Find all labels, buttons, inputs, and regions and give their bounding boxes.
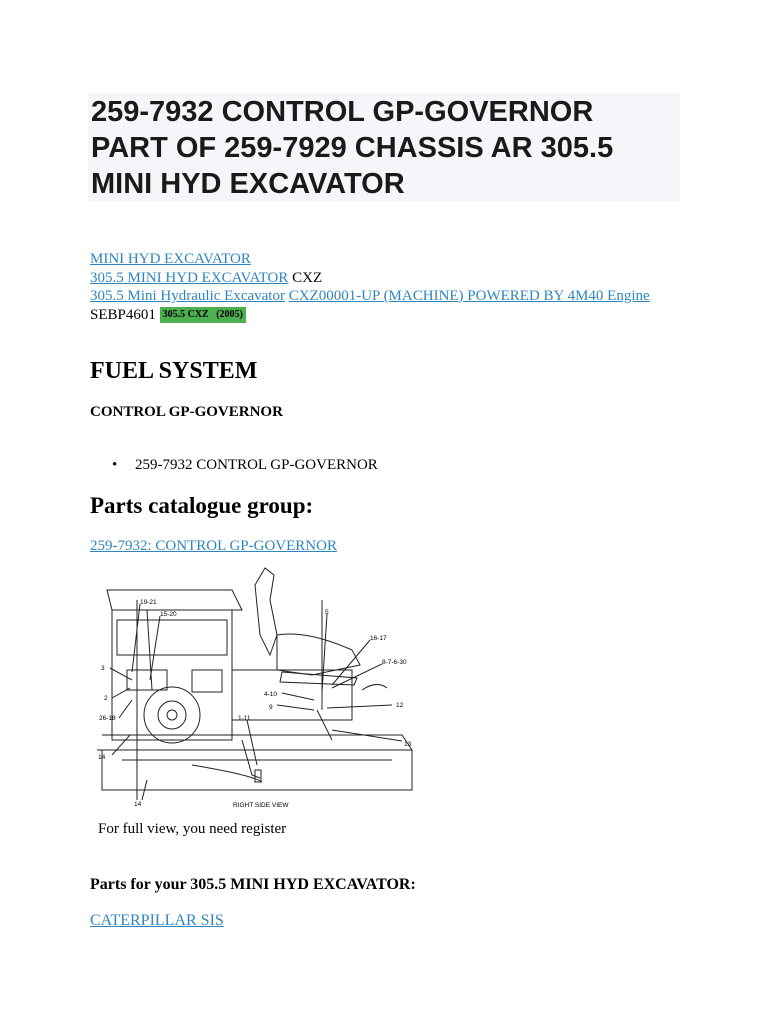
parts-diagram[interactable] (92, 560, 417, 815)
diagram-label-26-18: 26-18 (99, 715, 116, 722)
diagram-label-2: 2 (104, 695, 108, 702)
breadcrumb-link-305-5-mini-hydraulic-excavator[interactable]: 305.5 Mini Hydraulic Excavator (90, 288, 285, 304)
diagram-label-12: 12 (396, 702, 404, 709)
diagram-label-3: 3 (101, 665, 105, 672)
diagram-label-8-7-6-30: 8-7-6-30 (382, 659, 407, 666)
breadcrumb (90, 250, 650, 324)
sub-heading: CONTROL GP-GOVERNOR (90, 404, 283, 420)
diagram-label-1-11: 1-11 (238, 715, 251, 722)
list-item (112, 456, 378, 474)
diagram-label-4-10: 4-10 (264, 691, 278, 698)
manual-number-text: SEBP4601 (90, 306, 156, 323)
diagram-label-9: 9 (269, 704, 273, 711)
diagram-label-14-bottom: 14 (134, 801, 142, 808)
catalogue-heading: Parts catalogue group: (90, 493, 314, 518)
breadcrumb-link-machine-serial[interactable]: CXZ00001-UP (MACHINE) POWERED BY 4M40 Engine (288, 288, 650, 304)
diagram-label-5: 5 (325, 609, 329, 616)
serial-prefix-text: CXZ (292, 269, 323, 286)
diagram-label-13: 13 (404, 741, 412, 748)
caterpillar-sis-link[interactable]: CATERPILLAR SIS (90, 912, 224, 929)
catalogue-group-link[interactable]: 259-7932: CONTROL GP-GOVERNOR (90, 538, 337, 554)
breadcrumb-link-305-5-mini-hyd-excavator[interactable]: 305.5 MINI HYD EXCAVATOR (90, 269, 289, 286)
diagram-label-14-left: 14 (98, 754, 106, 761)
section-heading: FUEL SYSTEM (90, 358, 258, 384)
breadcrumb-link-mini-hyd-excavator[interactable]: MINI HYD EXCAVATOR (90, 251, 251, 267)
diagram-label-15-20: 15-20 (160, 611, 177, 618)
bullet-icon: • (112, 457, 118, 473)
page-title: 259-7932 CONTROL GP-GOVERNOR PART OF 259-7929 CHASSIS AR 305.5 MINI HYD EXCAVATOR (91, 96, 614, 200)
register-note: For full view, you need register (98, 821, 287, 837)
diagram-label-16-17: 16-17 (370, 635, 387, 642)
diagram-caption: RIGHT SIDE VIEW (233, 802, 289, 809)
parts-for-heading: Parts for your 305.5 MINI HYD EXCAVATOR: (90, 876, 416, 893)
model-year-badge: 305.5 CXZ (2005) (160, 307, 246, 323)
parts-list (112, 456, 378, 474)
list-item-label: 259-7932 CONTROL GP-GOVERNOR (135, 457, 378, 473)
diagram-label-19-21: 19-21 (140, 599, 157, 606)
